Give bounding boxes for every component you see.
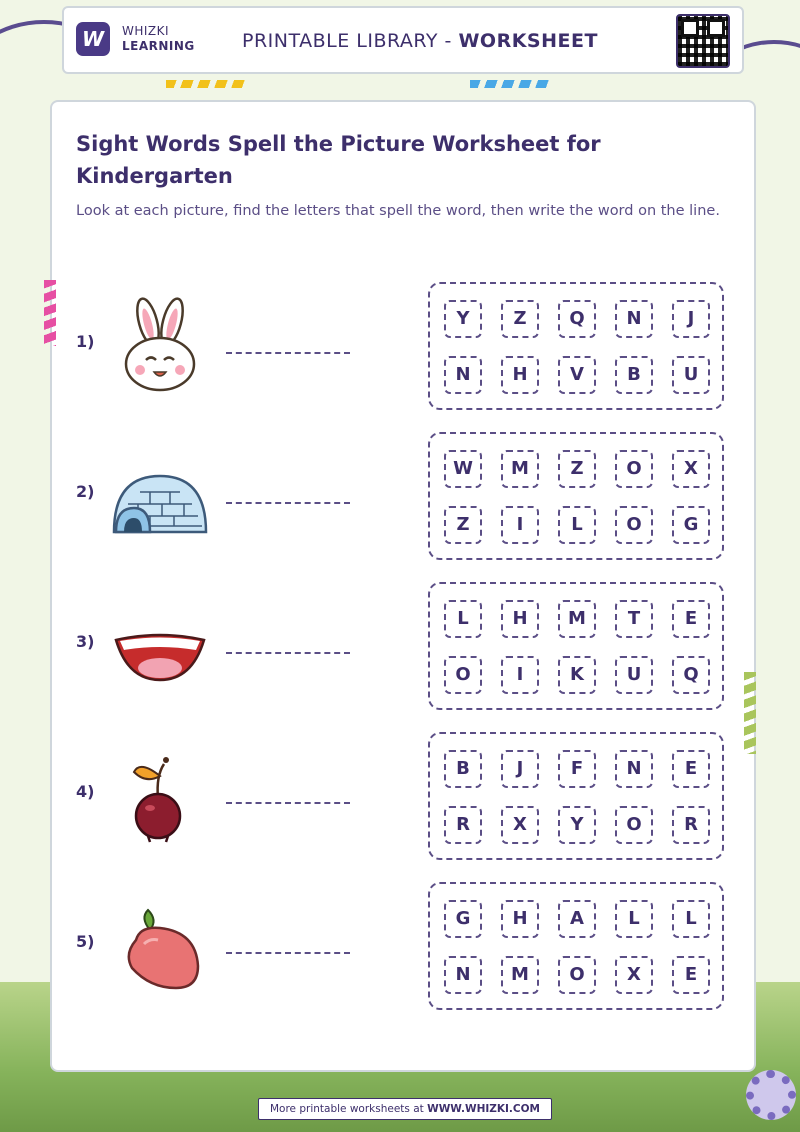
letter-tile[interactable]: L bbox=[615, 900, 653, 938]
letter-box bbox=[428, 882, 724, 1010]
letter-tile[interactable]: M bbox=[501, 956, 539, 994]
igloo-icon bbox=[110, 446, 210, 546]
letter-tile[interactable]: Q bbox=[558, 300, 596, 338]
letter-tile[interactable]: R bbox=[672, 806, 710, 844]
qr-code-icon bbox=[676, 14, 730, 68]
letter-tile[interactable]: N bbox=[444, 356, 482, 394]
header-title-bold: WORKSHEET bbox=[458, 30, 598, 52]
pink-stripe-decoration bbox=[44, 280, 56, 346]
exercise-row-3 bbox=[76, 582, 736, 710]
letter-tile[interactable]: G bbox=[672, 506, 710, 544]
mouth-icon bbox=[110, 596, 210, 696]
letter-tile[interactable]: N bbox=[615, 750, 653, 788]
letter-tile[interactable]: U bbox=[672, 356, 710, 394]
exercise-number: 4) bbox=[76, 782, 95, 801]
header-title bbox=[242, 30, 598, 52]
letter-tile[interactable]: X bbox=[615, 956, 653, 994]
bunny-icon bbox=[110, 296, 210, 396]
footer-site[interactable]: WWW.WHIZKI.COM bbox=[427, 1103, 540, 1115]
site-header bbox=[62, 6, 744, 74]
answer-line[interactable] bbox=[226, 952, 350, 954]
letter-tile[interactable]: X bbox=[672, 450, 710, 488]
answer-line[interactable] bbox=[226, 802, 350, 804]
letter-tile[interactable]: Q bbox=[672, 656, 710, 694]
letter-tile[interactable]: B bbox=[444, 750, 482, 788]
letter-tile[interactable]: Y bbox=[444, 300, 482, 338]
footer-prefix: More printable worksheets at bbox=[269, 1103, 428, 1115]
letter-tile[interactable]: B bbox=[615, 356, 653, 394]
letter-box bbox=[428, 582, 724, 710]
letter-box bbox=[428, 282, 724, 410]
letter-tile[interactable]: E bbox=[672, 750, 710, 788]
green-stripe-decoration bbox=[744, 672, 756, 754]
exercise-row-2 bbox=[76, 432, 736, 560]
letter-tile[interactable]: W bbox=[444, 450, 482, 488]
letter-tile[interactable]: K bbox=[558, 656, 596, 694]
letter-box bbox=[428, 732, 724, 860]
letter-tile[interactable]: Z bbox=[501, 300, 539, 338]
letter-tile[interactable]: V bbox=[558, 356, 596, 394]
letter-tile[interactable]: O bbox=[615, 806, 653, 844]
letter-tile[interactable]: J bbox=[672, 300, 710, 338]
letter-tile[interactable]: Y bbox=[558, 806, 596, 844]
letter-tile[interactable]: H bbox=[501, 600, 539, 638]
letter-tile[interactable]: O bbox=[615, 506, 653, 544]
letter-tile[interactable]: Z bbox=[558, 450, 596, 488]
letter-tile[interactable]: O bbox=[615, 450, 653, 488]
letter-tile[interactable]: J bbox=[501, 750, 539, 788]
answer-line[interactable] bbox=[226, 352, 350, 354]
letter-tile[interactable]: E bbox=[672, 600, 710, 638]
letter-tile[interactable]: I bbox=[501, 506, 539, 544]
letter-tile[interactable]: A bbox=[558, 900, 596, 938]
letter-tile[interactable]: T bbox=[615, 600, 653, 638]
footer-link[interactable] bbox=[258, 1098, 552, 1120]
yellow-stripe-decoration bbox=[166, 80, 248, 88]
brand-name[interactable] bbox=[122, 24, 195, 54]
letter-tile[interactable]: I bbox=[501, 656, 539, 694]
exercise-row-5 bbox=[76, 882, 736, 1010]
letter-tile[interactable]: L bbox=[558, 506, 596, 544]
exercise-row-1 bbox=[76, 282, 736, 410]
letter-tile[interactable]: L bbox=[444, 600, 482, 638]
answer-line[interactable] bbox=[226, 502, 350, 504]
blue-stripe-decoration bbox=[470, 80, 552, 88]
berry-icon bbox=[110, 746, 210, 846]
exercise-number: 5) bbox=[76, 932, 95, 951]
exercise-number: 1) bbox=[76, 332, 95, 351]
header-title-prefix: PRINTABLE LIBRARY - bbox=[242, 30, 459, 52]
exercise-number: 3) bbox=[76, 632, 95, 651]
answer-line[interactable] bbox=[226, 652, 350, 654]
letter-tile[interactable]: X bbox=[501, 806, 539, 844]
letter-tile[interactable]: N bbox=[444, 956, 482, 994]
gear-icon bbox=[746, 1070, 796, 1120]
letter-tile[interactable]: H bbox=[501, 356, 539, 394]
letter-tile[interactable]: L bbox=[672, 900, 710, 938]
worksheet-title: Sight Words Spell the Picture Worksheet for Kindergarten bbox=[76, 132, 601, 188]
letter-tile[interactable]: M bbox=[501, 450, 539, 488]
letter-tile[interactable]: U bbox=[615, 656, 653, 694]
letter-tile[interactable]: E bbox=[672, 956, 710, 994]
letter-tile[interactable]: O bbox=[558, 956, 596, 994]
exercise-row-4 bbox=[76, 732, 736, 860]
letter-tile[interactable]: F bbox=[558, 750, 596, 788]
letter-tile[interactable]: M bbox=[558, 600, 596, 638]
letter-tile[interactable]: O bbox=[444, 656, 482, 694]
worksheet-instructions: Look at each picture, find the letters that spell the word, then write the word on the line. bbox=[76, 203, 720, 219]
letter-tile[interactable]: R bbox=[444, 806, 482, 844]
mango-icon bbox=[110, 896, 210, 996]
letter-tile[interactable]: N bbox=[615, 300, 653, 338]
letter-tile[interactable]: Z bbox=[444, 506, 482, 544]
letter-tile[interactable]: H bbox=[501, 900, 539, 938]
whizki-logo-icon[interactable]: W bbox=[76, 22, 110, 56]
letter-tile[interactable]: G bbox=[444, 900, 482, 938]
exercise-number: 2) bbox=[76, 482, 95, 501]
brand-line1: WHIZKI bbox=[122, 24, 170, 38]
brand-line2: LEARNING bbox=[122, 39, 195, 53]
letter-box bbox=[428, 432, 724, 560]
